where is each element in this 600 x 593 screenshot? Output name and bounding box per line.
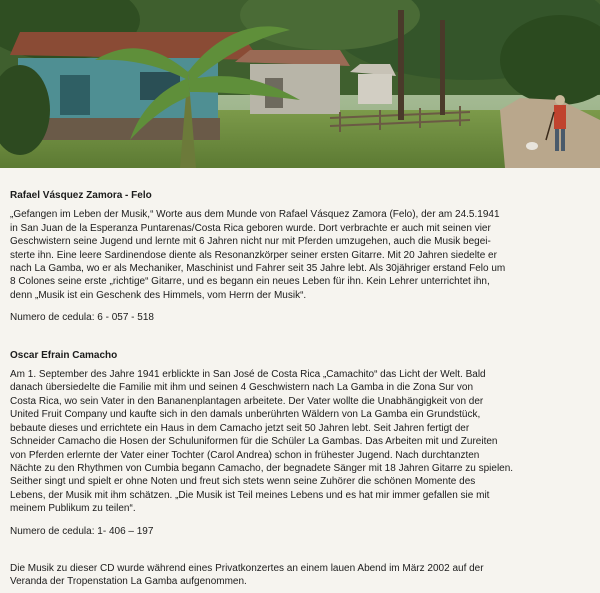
- text-line: von Pferden erlernte der Vater einer Tochter (Carol Andrea) schon in frühester Jugend. Nach durchtanzten: [10, 449, 480, 461]
- musician-name-heading: Rafael Vásquez Zamora - Felo: [10, 190, 152, 201]
- cedula-number: Numero de cedula: 6 - 057 - 518: [10, 312, 154, 324]
- text-line: nach La Gamba, wo er als Mechaniker, Maschinist und Fahrer seit 35 Jahre lebt. Als 30jähriger erstand Felo um: [10, 263, 506, 275]
- text-line: Die Musik zu dieser CD wurde während eines Privatkonzertes an einem lauen Abend im März 2002 auf der: [10, 562, 484, 574]
- text-line: Costa Rica, wo sein Vater in den Bananenplantagen arbeitete. Der Vater wollte die Unabhängigkeit von der: [10, 395, 484, 407]
- text-line: Schneider Camacho die Hosen der Schuluniformen für die Schüler La Gambas. Das Arbeiten mit und Zureiten: [10, 436, 498, 448]
- section-felo: [10, 189, 592, 325]
- recording-note: [10, 562, 592, 589]
- biography-paragraph: [10, 208, 592, 302]
- text-line: denn „Musik ist ein Geschenk des Himmels, vom Herrn der Musik“.: [10, 289, 307, 301]
- biography-paragraph: [10, 368, 592, 515]
- text-line: Seither singt und spielt er ohne Noten und freut sich stets wenn seine Zuhörer die schönen Momente des: [10, 476, 476, 488]
- text-line: in San Juan de la Esperanza Puntarenas/Costa Rica geboren wurde. Dort verbrachte er auch mit seinen vier: [10, 222, 491, 234]
- text-line: United Fruit Company und kaufte sich in den damals unberührten Wäldern von La Gamba ein Grundstück,: [10, 409, 481, 421]
- text-content: [10, 189, 592, 589]
- text-line: Geschwistern seine Jugend und lernte mit 6 Jahren nicht nur mit Pferden umzugehen, auch die Musik begei-: [10, 236, 491, 248]
- text-line: Veranda der Tropenstation La Gamba aufgenommen.: [10, 576, 247, 588]
- text-line: Am 1. September des Jahre 1941 erblickte in San José de Costa Rica „Camachito“ das Licht der Welt. Bald: [10, 369, 486, 381]
- text-line: sterte ihn. Eine leere Sardinendose diente als Resonanzkörper seiner ersten Gitarre. Mit 20 Jahren siedelte er: [10, 249, 497, 261]
- village-landscape-photo: [0, 0, 600, 168]
- musician-name-heading: Oscar Efrain Camacho: [10, 349, 118, 361]
- cedula-number: Numero de cedula: 1- 406 – 197: [10, 525, 154, 537]
- text-line: meinem Publikum zu teilen“.: [10, 503, 136, 515]
- text-line: Lebens, der Musik mit ihm schätzen. „Die Musik ist Teil meines Lebens und es hat mir immer gefallen sie mit: [10, 489, 490, 501]
- text-line: Nächte zu den Rhythmen von Cumbia begann Camacho, der begnadete Sänger mit 18 Jahren Gitarre zu spielen.: [10, 462, 514, 474]
- text-line: „Gefangen im Leben der Musik,“ Worte aus dem Munde von Rafael Vásquez Zamora (Felo), der am 24.5.1941: [10, 209, 500, 221]
- text-line: bebaute dieses und errichtete ein Haus in dem Camacho jetzt seit 50 Jahren lebt. Seit Jahren fertigt der: [10, 422, 470, 434]
- text-line: 8 Colones seine erste „richtige“ Gitarre, und es begann ein neues Leben für ihn. Kein Lehrer unterrichtet ihn,: [10, 276, 490, 288]
- section-camacho: [10, 349, 592, 538]
- text-line: danach übersiedelte die Familie mit ihm und seinen 4 Geschwistern nach La Gamba in die Zona Sur von: [10, 382, 474, 394]
